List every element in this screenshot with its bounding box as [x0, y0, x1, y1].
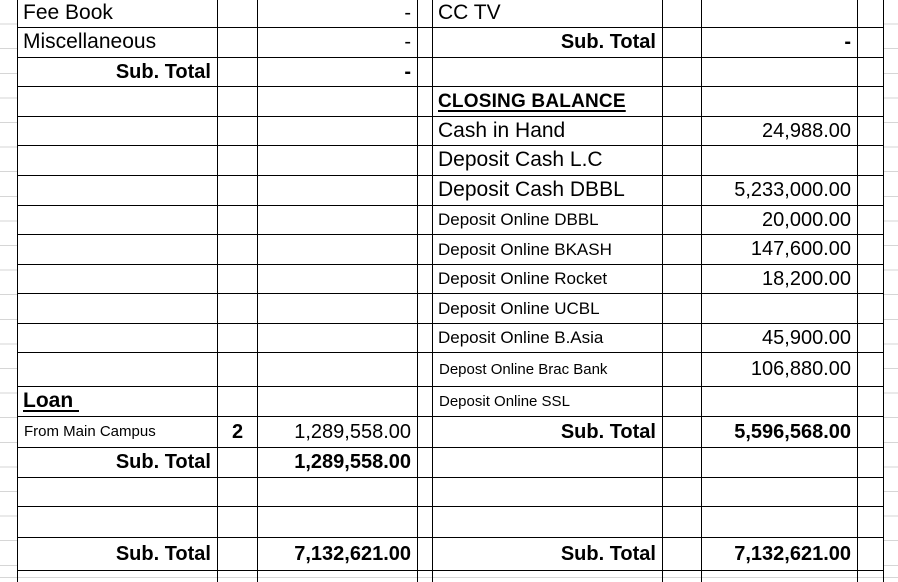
- spreadsheet-grid: [17, 0, 884, 582]
- cell-r17-amount-l[interactable]: [258, 478, 418, 507]
- cell-r1-gap[interactable]: [418, 0, 433, 28]
- cell-r16-label-l[interactable]: Sub. Total: [17, 448, 218, 478]
- cell-r14-amount-l[interactable]: [258, 387, 418, 417]
- cell-r4-label-r[interactable]: CLOSING BALANCE: [433, 87, 663, 117]
- cell-r4-end-r[interactable]: [858, 87, 884, 117]
- cell-r12-label-l[interactable]: [17, 324, 218, 353]
- cell-r3-label-l[interactable]: Sub. Total: [17, 58, 218, 87]
- cell-r20-qty-l[interactable]: [218, 571, 258, 582]
- cell-r10-amount-l[interactable]: [258, 265, 418, 294]
- cell-r4-amount-r[interactable]: [702, 87, 858, 117]
- cell-r8-label-l[interactable]: [17, 206, 218, 235]
- cell-r16-qty-l[interactable]: [218, 448, 258, 478]
- cell-r4-gap[interactable]: [418, 87, 433, 117]
- cell-r12-amount-l[interactable]: [258, 324, 418, 353]
- cell-r3-gap[interactable]: [418, 58, 433, 87]
- cell-r1-qty-r[interactable]: [663, 0, 702, 28]
- cell-r5-gap[interactable]: [418, 117, 433, 146]
- cell-r7-gap[interactable]: [418, 176, 433, 206]
- cell-r19-end-r[interactable]: [858, 538, 884, 571]
- cell-r16-amount-l[interactable]: 1,289,558.00: [258, 448, 418, 478]
- cell-r9-amount-l[interactable]: [258, 235, 418, 265]
- cell-r14-gap[interactable]: [418, 387, 433, 417]
- cell-r9-end-r[interactable]: [858, 235, 884, 265]
- cell-r9-gap[interactable]: [418, 235, 433, 265]
- cell-r2-label-l[interactable]: Miscellaneous: [17, 28, 218, 58]
- cell-r15-amount-l[interactable]: 1,289,558.00: [258, 417, 418, 448]
- cell-r6-amount-l[interactable]: [258, 146, 418, 176]
- cell-r17-qty-r[interactable]: [663, 478, 702, 507]
- cell-r17-label-r[interactable]: [433, 478, 663, 507]
- cell-r3-label-r[interactable]: [433, 58, 663, 87]
- cell-r16-gap[interactable]: [418, 448, 433, 478]
- cell-r6-qty-r[interactable]: [663, 146, 702, 176]
- cell-r11-label-l[interactable]: [17, 294, 218, 324]
- cell-r9-qty-r[interactable]: [663, 235, 702, 265]
- cell-r10-end-r[interactable]: [858, 265, 884, 294]
- cell-r2-qty-l[interactable]: [218, 28, 258, 58]
- cell-r6-label-l[interactable]: [17, 146, 218, 176]
- cell-r12-qty-r[interactable]: [663, 324, 702, 353]
- cell-r9-label-l[interactable]: [17, 235, 218, 265]
- cell-r5-qty-r[interactable]: [663, 117, 702, 146]
- cell-r2-qty-r[interactable]: [663, 28, 702, 58]
- cell-r12-qty-l[interactable]: [218, 324, 258, 353]
- cell-r3-qty-r[interactable]: [663, 58, 702, 87]
- cell-r19-label-l[interactable]: Sub. Total: [17, 538, 218, 571]
- cell-r1-end-r[interactable]: [858, 0, 884, 28]
- cell-r16-end-r[interactable]: [858, 448, 884, 478]
- cell-r20-gap[interactable]: [418, 571, 433, 582]
- cell-r18-label-r[interactable]: [433, 507, 663, 538]
- cell-r20-end-r[interactable]: [858, 571, 884, 582]
- cell-r15-label-l[interactable]: From Main Campus: [17, 417, 218, 448]
- cell-r11-amount-l[interactable]: [258, 294, 418, 324]
- cell-r15-end-r[interactable]: [858, 417, 884, 448]
- cell-r17-label-l[interactable]: [17, 478, 218, 507]
- cell-r20-label-r[interactable]: [433, 571, 663, 582]
- cell-r2-label-r[interactable]: Sub. Total: [433, 28, 663, 58]
- cell-r14-qty-l[interactable]: [218, 387, 258, 417]
- cell-r20-amount-r[interactable]: [702, 571, 858, 582]
- cell-r1-amount-r[interactable]: [702, 0, 858, 28]
- cell-r19-qty-r[interactable]: [663, 538, 702, 571]
- cell-r18-qty-r[interactable]: [663, 507, 702, 538]
- cell-r14-label-r[interactable]: Deposit Online SSL: [433, 387, 663, 417]
- cell-r18-qty-l[interactable]: [218, 507, 258, 538]
- cell-r3-amount-r[interactable]: [702, 58, 858, 87]
- cell-r1-amount-l[interactable]: -: [258, 0, 418, 28]
- cell-r6-amount-r[interactable]: [702, 146, 858, 176]
- cell-r17-end-r[interactable]: [858, 478, 884, 507]
- cell-r9-qty-l[interactable]: [218, 235, 258, 265]
- cell-r10-amount-r[interactable]: 18,200.00: [702, 265, 858, 294]
- cell-r5-end-r[interactable]: [858, 117, 884, 146]
- cell-r19-gap[interactable]: [418, 538, 433, 571]
- cell-r12-gap[interactable]: [418, 324, 433, 353]
- cell-r10-label-l[interactable]: [17, 265, 218, 294]
- cell-r2-gap[interactable]: [418, 28, 433, 58]
- cell-r6-end-r[interactable]: [858, 146, 884, 176]
- cell-r14-amount-r[interactable]: [702, 387, 858, 417]
- cell-r11-end-r[interactable]: [858, 294, 884, 324]
- cell-r18-amount-r[interactable]: [702, 507, 858, 538]
- cell-r18-label-l[interactable]: [17, 507, 218, 538]
- cell-r5-label-r[interactable]: Cash in Hand: [433, 117, 663, 146]
- cell-r9-amount-r[interactable]: 147,600.00: [702, 235, 858, 265]
- cell-r8-qty-l[interactable]: [218, 206, 258, 235]
- cell-r10-qty-l[interactable]: [218, 265, 258, 294]
- cell-r1-label-l[interactable]: Fee Book: [17, 0, 218, 28]
- cell-r2-amount-r[interactable]: -: [702, 28, 858, 58]
- cell-r1-label-r[interactable]: CC TV: [433, 0, 663, 28]
- cell-r13-amount-r[interactable]: 106,880.00: [702, 353, 858, 387]
- cell-r8-end-r[interactable]: [858, 206, 884, 235]
- cell-r8-amount-l[interactable]: [258, 206, 418, 235]
- cell-r9-label-r[interactable]: Deposit Online BKASH: [433, 235, 663, 265]
- cell-r1-qty-l[interactable]: [218, 0, 258, 28]
- sheet-gridlines-left: [0, 0, 17, 582]
- cell-r7-amount-r[interactable]: 5,233,000.00: [702, 176, 858, 206]
- cell-r17-qty-l[interactable]: [218, 478, 258, 507]
- cell-r2-end-r[interactable]: [858, 28, 884, 58]
- cell-r4-label-l[interactable]: [17, 87, 218, 117]
- cell-r16-amount-r[interactable]: [702, 448, 858, 478]
- cell-r18-amount-l[interactable]: [258, 507, 418, 538]
- cell-r5-label-l[interactable]: [17, 117, 218, 146]
- cell-r15-qty-r[interactable]: [663, 417, 702, 448]
- cell-r6-gap[interactable]: [418, 146, 433, 176]
- cell-r10-gap[interactable]: [418, 265, 433, 294]
- cell-r13-gap[interactable]: [418, 353, 433, 387]
- cell-r19-amount-l[interactable]: 7,132,621.00: [258, 538, 418, 571]
- cell-r4-amount-l[interactable]: [258, 87, 418, 117]
- cell-r4-qty-l[interactable]: [218, 87, 258, 117]
- cell-r7-qty-r[interactable]: [663, 176, 702, 206]
- cell-r20-qty-r[interactable]: [663, 571, 702, 582]
- cell-r17-gap[interactable]: [418, 478, 433, 507]
- cell-r8-gap[interactable]: [418, 206, 433, 235]
- cell-r19-label-r[interactable]: Sub. Total: [433, 538, 663, 571]
- cell-r16-label-r[interactable]: [433, 448, 663, 478]
- cell-r11-label-r[interactable]: Deposit Online UCBL: [433, 294, 663, 324]
- cell-r8-qty-r[interactable]: [663, 206, 702, 235]
- cell-r13-label-l[interactable]: [17, 353, 218, 387]
- cell-r11-gap[interactable]: [418, 294, 433, 324]
- cell-r7-qty-l[interactable]: [218, 176, 258, 206]
- cell-r11-amount-r[interactable]: [702, 294, 858, 324]
- cell-r17-amount-r[interactable]: [702, 478, 858, 507]
- cell-r11-qty-r[interactable]: [663, 294, 702, 324]
- cell-r6-qty-l[interactable]: [218, 146, 258, 176]
- cell-r7-label-l[interactable]: [17, 176, 218, 206]
- cell-r8-label-r[interactable]: Deposit Online DBBL: [433, 206, 663, 235]
- cell-r13-end-r[interactable]: [858, 353, 884, 387]
- cell-r14-qty-r[interactable]: [663, 387, 702, 417]
- cell-r12-amount-r[interactable]: 45,900.00: [702, 324, 858, 353]
- cell-r3-end-r[interactable]: [858, 58, 884, 87]
- cell-r7-amount-l[interactable]: [258, 176, 418, 206]
- cell-r14-end-r[interactable]: [858, 387, 884, 417]
- cell-r15-gap[interactable]: [418, 417, 433, 448]
- cell-r10-qty-r[interactable]: [663, 265, 702, 294]
- cell-r3-amount-l[interactable]: -: [258, 58, 418, 87]
- cell-r5-amount-l[interactable]: [258, 117, 418, 146]
- cell-r13-qty-l[interactable]: [218, 353, 258, 387]
- cell-r20-label-l[interactable]: [17, 571, 218, 582]
- cell-r13-label-r[interactable]: Depost Online Brac Bank: [433, 353, 663, 387]
- cell-r13-qty-r[interactable]: [663, 353, 702, 387]
- cell-r8-amount-r[interactable]: 20,000.00: [702, 206, 858, 235]
- cell-r19-qty-l[interactable]: [218, 538, 258, 571]
- cell-r15-qty-l[interactable]: 2: [218, 417, 258, 448]
- cell-r10-label-r[interactable]: Deposit Online Rocket: [433, 265, 663, 294]
- cell-r4-qty-r[interactable]: [663, 87, 702, 117]
- cell-r6-label-r[interactable]: Deposit Cash L.C: [433, 146, 663, 176]
- cell-r5-qty-l[interactable]: [218, 117, 258, 146]
- cell-r13-amount-l[interactable]: [258, 353, 418, 387]
- cell-r15-amount-r[interactable]: 5,596,568.00: [702, 417, 858, 448]
- cell-r11-qty-l[interactable]: [218, 294, 258, 324]
- cell-r7-label-r[interactable]: Deposit Cash DBBL: [433, 176, 663, 206]
- cell-r12-end-r[interactable]: [858, 324, 884, 353]
- cell-r18-end-r[interactable]: [858, 507, 884, 538]
- cell-r15-label-r[interactable]: Sub. Total: [433, 417, 663, 448]
- cell-r12-label-r[interactable]: Deposit Online B.Asia: [433, 324, 663, 353]
- cell-r14-label-l[interactable]: Loan: [17, 387, 218, 417]
- cell-r2-amount-l[interactable]: -: [258, 28, 418, 58]
- cell-r7-end-r[interactable]: [858, 176, 884, 206]
- sheet-gridlines-right: [884, 0, 898, 582]
- cell-r19-amount-r[interactable]: 7,132,621.00: [702, 538, 858, 571]
- cell-r18-gap[interactable]: [418, 507, 433, 538]
- cell-r5-amount-r[interactable]: 24,988.00: [702, 117, 858, 146]
- cell-r3-qty-l[interactable]: [218, 58, 258, 87]
- cell-r20-amount-l[interactable]: [258, 571, 418, 582]
- cell-r16-qty-r[interactable]: [663, 448, 702, 478]
